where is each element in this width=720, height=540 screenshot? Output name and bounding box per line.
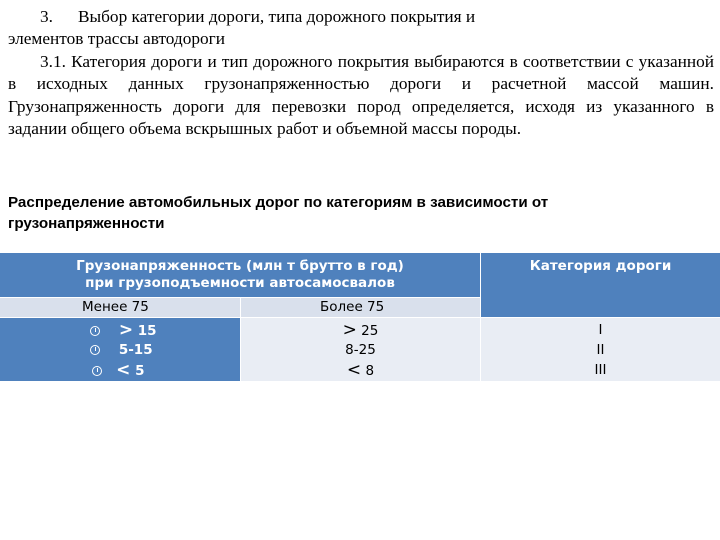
header-load-line2: при грузоподъемности автосамосвалов: [85, 275, 395, 291]
section-heading: [8, 6, 714, 28]
section-paragraph: 3.1. Категория дороги и тип дорожного покрытия выбираются в соответствии с указанной в исходных данных грузонапряженностью дороги и расчетной массой машин. Грузонапряженность дороги для перевозки пород определяется, исходя из указанного в задании общего объема вскрышных работ и объемной массы породы.: [8, 51, 714, 139]
clock-icon: [90, 326, 100, 336]
clock-icon: [92, 366, 102, 376]
subheader-less: [0, 298, 240, 317]
section-number: 3.: [40, 7, 53, 26]
row-3-more: < 8: [346, 360, 375, 380]
row-3-less: < 5: [90, 360, 230, 380]
body-less-column: [0, 318, 240, 381]
header-category-label: Категория дороги: [529, 258, 672, 274]
row-1-more: > 25: [342, 320, 379, 340]
row-3-category: III: [594, 362, 607, 378]
category-table: [0, 253, 720, 381]
subheader-less-label: Менее 75: [82, 299, 149, 315]
clock-icon: [90, 345, 100, 355]
row-1-less: > 15: [90, 320, 230, 340]
body-category-column: [481, 318, 720, 381]
header-load: [0, 253, 480, 297]
table-title: Распределение автомобильных дорог по категориям в зависимости от грузонапряженности: [8, 194, 549, 232]
section-title-line1: Выбор категории дороги, типа дорожного покрытия и: [78, 7, 476, 26]
subheader-more-label: Более 75: [320, 299, 385, 315]
row-2-more: 8-25: [345, 342, 376, 358]
header-category: [481, 253, 720, 317]
body-text: [8, 6, 714, 140]
header-load-line1: Грузонапряженность (млн т брутто в год): [76, 258, 404, 274]
row-1-category: I: [598, 322, 603, 338]
body-more-column: [241, 318, 480, 381]
row-2-category: II: [596, 342, 605, 358]
row-2-less: 5-15: [90, 340, 230, 360]
subheader-more: [241, 298, 480, 317]
section-title-line2: элементов трассы автодороги: [8, 29, 225, 49]
